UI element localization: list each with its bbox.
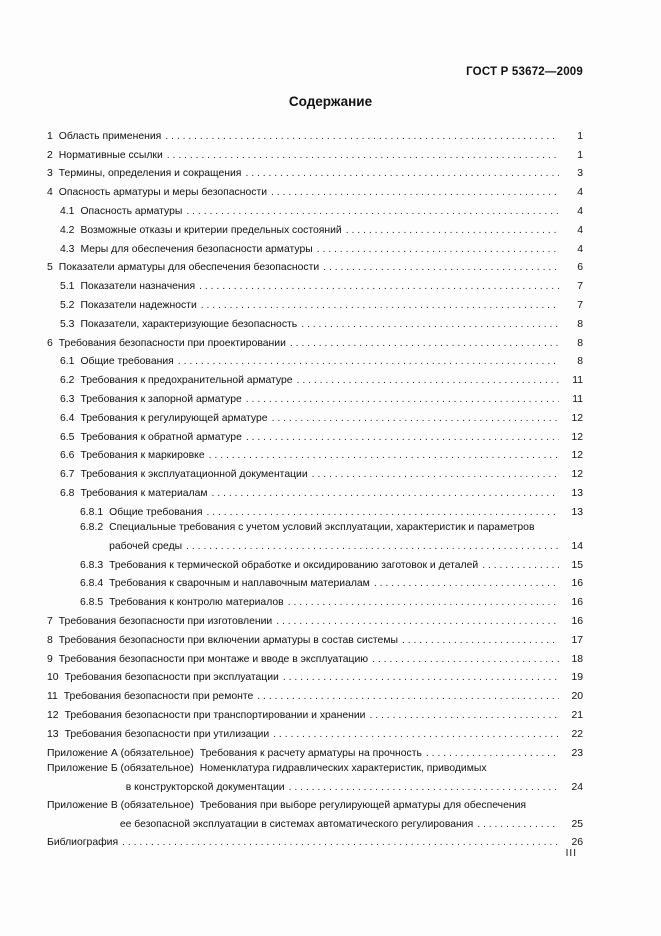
toc-title: Опасность арматуры и меры безопасности [58, 187, 268, 199]
toc-entry-6-4[interactable] [47, 406, 583, 425]
toc-entry-5-3[interactable] [47, 312, 583, 331]
toc-number: 8 [47, 634, 53, 646]
leader-dots [246, 432, 559, 444]
toc-entry-4-2[interactable] [47, 218, 583, 237]
appendix-label: Приложение В (обязательное) [47, 799, 194, 811]
toc-entry-6-8-4[interactable] [47, 572, 583, 591]
toc-title: Общие требования [109, 506, 203, 518]
toc-number: 6.8.2 [80, 521, 104, 533]
leader-dots [209, 450, 559, 462]
toc-page: 26 [571, 837, 583, 849]
toc-number: 4.3 [60, 243, 75, 255]
toc-number: 5.3 [60, 318, 75, 330]
toc-page: 6 [577, 262, 583, 274]
leader-dots [477, 819, 559, 831]
toc-number: 6.8.1 [80, 506, 104, 518]
toc-title: Требования к предохранительной арматуре [80, 375, 293, 387]
toc-page: 13 [571, 506, 583, 518]
toc-page: 7 [577, 299, 583, 311]
toc-number: 13 [47, 728, 59, 740]
toc-page: 12 [571, 450, 583, 462]
toc-number: 3 [47, 168, 53, 180]
toc-title: Требования безопасности при ремонте [63, 691, 254, 703]
toc-page: 16 [571, 597, 583, 609]
toc-number: 2 [47, 149, 53, 161]
toc-entry-5[interactable] [47, 256, 583, 275]
toc-entry-6-8-2[interactable] [47, 519, 583, 553]
leader-dots [199, 281, 559, 293]
toc-title-line2-row [126, 777, 583, 794]
toc-entry-3[interactable] [47, 162, 583, 181]
toc-number: 6.8.3 [80, 559, 104, 571]
leader-dots [290, 338, 559, 350]
toc-number: 12 [47, 709, 59, 721]
leader-dots [297, 375, 559, 387]
leader-dots [402, 635, 559, 647]
toc-page: 21 [571, 709, 583, 721]
appendix-label: Приложение Б (обязательное) [47, 762, 194, 774]
leader-dots [186, 541, 559, 553]
toc-page: 23 [571, 747, 583, 759]
toc-entry-appendix-b[interactable] [47, 760, 583, 794]
leader-dots [301, 319, 559, 331]
toc-title: Требования безопасности при монтаже и вводе в эксплуатацию [58, 653, 369, 665]
toc-entry-5-2[interactable] [47, 293, 583, 312]
toc-title-block [109, 519, 583, 553]
leader-dots [245, 168, 559, 180]
toc-number: 5 [47, 262, 53, 274]
leader-dots [317, 244, 559, 256]
toc-page: 24 [571, 781, 583, 793]
leader-dots [201, 300, 559, 312]
toc-entry-1[interactable] [47, 124, 583, 143]
toc-title: Требования к сварочным и наплавочным материалам [109, 578, 370, 590]
toc-entry-4[interactable] [47, 180, 583, 199]
leader-dots [271, 187, 559, 199]
toc-page: 7 [577, 281, 583, 293]
toc-title: Требования безопасности при утилизации [64, 728, 270, 740]
toc-title: Нормативные ссылки [58, 149, 163, 161]
toc-number: 6 [47, 337, 53, 349]
toc-page: 1 [577, 149, 583, 161]
toc-title: Общие требования [80, 356, 174, 368]
toc-title: Термины, определения и сокращения [58, 168, 242, 180]
page-title: Содержание [288, 94, 373, 109]
toc-number: 10 [47, 672, 59, 684]
leader-dots [186, 206, 559, 218]
toc-title: Показатели надежности [80, 299, 197, 311]
toc-page: 11 [572, 375, 583, 387]
toc-title-line2: ее безопасной эксплуатации в системах автоматического регулирования [119, 818, 474, 830]
toc-number: 6.5 [60, 431, 75, 443]
toc-number: 11 [47, 691, 58, 703]
leader-dots [323, 262, 559, 274]
toc-title: Требования к эксплуатационной документации [80, 469, 308, 481]
toc-number: 4.2 [60, 224, 75, 236]
toc-page: 17 [571, 634, 583, 646]
toc-entry-6-7[interactable] [47, 462, 583, 481]
table-of-contents [47, 124, 583, 849]
leader-dots [312, 469, 559, 481]
document-code: ГОСТ Р 53672—2009 [466, 66, 583, 78]
toc-number: 4.1 [60, 205, 75, 217]
toc-title-line2: в конструкторской документации [125, 781, 285, 793]
toc-page: 16 [571, 615, 583, 627]
toc-page: 19 [571, 672, 583, 684]
toc-title-line1: Специальные требования с учетом условий эксплуатации, характеристик и параметров [109, 521, 535, 533]
leader-dots [374, 578, 559, 590]
toc-title: Требования безопасности при проектировании [58, 337, 286, 349]
toc-page: 13 [571, 487, 583, 499]
toc-page: 16 [571, 578, 583, 590]
toc-number: 6.4 [60, 412, 75, 424]
toc-number: 6.6 [60, 450, 75, 462]
toc-number: 7 [47, 615, 53, 627]
toc-title: Меры для обеспечения безопасности арматуры [80, 243, 313, 255]
leader-dots [276, 616, 559, 628]
toc-number: 1 [47, 130, 53, 142]
leader-dots [257, 691, 559, 703]
toc-entry-6-8-1[interactable] [47, 500, 583, 519]
toc-page: 12 [571, 412, 583, 424]
toc-number: 6.1 [60, 356, 75, 368]
toc-entry-7[interactable] [47, 609, 583, 628]
leader-dots [346, 225, 559, 237]
toc-title: Возможные отказы и критерии предельных состояний [80, 224, 342, 236]
toc-page: 15 [571, 559, 583, 571]
toc-title: Требования безопасности при транспортировании и хранении [64, 709, 366, 721]
toc-entry-4-3[interactable] [47, 237, 583, 256]
toc-page: 25 [571, 818, 583, 830]
toc-entry-12[interactable] [47, 703, 583, 722]
toc-page: 22 [571, 728, 583, 740]
toc-title: Требования к термической обработке и оксидированию заготовок и деталей [109, 559, 479, 571]
toc-entry-11[interactable] [47, 684, 583, 703]
toc-title: Требования к контролю материалов [109, 597, 284, 609]
toc-entry-8[interactable] [47, 628, 583, 647]
toc-number: 6.8.5 [80, 597, 104, 609]
toc-title-line2-row [109, 536, 583, 553]
toc-number: 4 [47, 187, 53, 199]
toc-number: 6.8 [60, 487, 75, 499]
leader-dots [246, 394, 559, 406]
toc-title-line2: рабочей среды [109, 540, 183, 552]
leader-dots [206, 507, 559, 519]
leader-dots [272, 413, 559, 425]
toc-page: 4 [577, 187, 583, 199]
toc-title-line2-row [120, 814, 583, 831]
toc-page: 3 [577, 168, 583, 180]
toc-title: Требования к регулирующей арматуре [80, 412, 268, 424]
toc-number: 6.8.4 [80, 578, 104, 590]
toc-entry-6-8[interactable] [47, 481, 583, 500]
toc-title: Требования к расчету арматуры на прочность [199, 747, 422, 759]
leader-dots [273, 729, 559, 741]
toc-page: 12 [571, 431, 583, 443]
toc-entry-6-1[interactable] [47, 350, 583, 369]
toc-page: 4 [577, 243, 583, 255]
toc-entry-6-6[interactable] [47, 444, 583, 463]
toc-entry-6-2[interactable] [47, 368, 583, 387]
toc-entry-10[interactable] [47, 666, 583, 685]
toc-title: Требования к материалам [80, 487, 208, 499]
toc-number: 5.2 [60, 299, 75, 311]
leader-dots [212, 488, 559, 500]
toc-title: Требования к запорной арматуре [80, 393, 242, 405]
toc-title: Требования к обратной арматуре [80, 431, 242, 443]
leader-dots [178, 356, 559, 368]
toc-title: Требования безопасности при включении арматуры в состав системы [58, 634, 398, 646]
toc-number: 6.2 [60, 375, 75, 387]
toc-title: Требования безопасности при эксплуатации [64, 672, 279, 684]
toc-number: 6.3 [60, 393, 75, 405]
toc-entry-2[interactable] [47, 143, 583, 162]
leader-dots [482, 560, 559, 572]
toc-page: 8 [577, 356, 583, 368]
appendix-label: Приложение А (обязательное) [47, 747, 194, 759]
toc-title: Показатели арматуры для обеспечения безопасности [58, 262, 320, 274]
toc-entry-6-5[interactable] [47, 425, 583, 444]
toc-entry-4-1[interactable] [47, 199, 583, 218]
toc-title: Опасность арматуры [80, 205, 183, 217]
toc-number: 6.7 [60, 469, 75, 481]
toc-page: 1 [577, 130, 583, 142]
leader-dots [426, 748, 559, 760]
toc-page: 12 [571, 469, 583, 481]
toc-title: Показатели назначения [80, 281, 196, 293]
toc-entry-9[interactable] [47, 647, 583, 666]
toc-page: 18 [571, 653, 583, 665]
toc-number: 5.1 [60, 281, 75, 293]
leader-dots [122, 837, 559, 849]
toc-entry-6-3[interactable] [47, 387, 583, 406]
toc-title: Требования к маркировке [80, 450, 205, 462]
toc-entry-appendix-c[interactable] [47, 797, 583, 831]
toc-title: Требования безопасности при изготовлении [58, 615, 273, 627]
leader-dots [372, 654, 559, 666]
sheet-number: III [565, 848, 577, 859]
toc-page: 4 [577, 224, 583, 236]
toc-title-block [125, 760, 583, 794]
leader-dots [165, 131, 559, 143]
toc-title: Библиография [47, 837, 119, 849]
toc-page: 20 [571, 691, 583, 703]
toc-entry-bibliography[interactable] [47, 831, 583, 850]
leader-dots [289, 782, 559, 794]
toc-title-line1: Требования при выборе регулирующей арматуры для обеспечения [199, 799, 527, 811]
toc-entry-5-1[interactable] [47, 274, 583, 293]
toc-entry-6[interactable] [47, 331, 583, 350]
toc-page: 14 [571, 540, 583, 552]
toc-entry-13[interactable] [47, 722, 583, 741]
toc-entry-appendix-a[interactable] [47, 741, 583, 760]
leader-dots [167, 150, 559, 162]
leader-dots [288, 597, 559, 609]
toc-page: 11 [572, 393, 583, 405]
toc-page: 8 [577, 337, 583, 349]
toc-title: Показатели, характеризующие безопасность [80, 318, 298, 330]
leader-dots [369, 710, 559, 722]
toc-page: 4 [577, 205, 583, 217]
toc-entry-6-8-3[interactable] [47, 553, 583, 572]
toc-number: 9 [47, 653, 53, 665]
toc-title-line1: Номенклатура гидравлических характеристик, приводимых [199, 762, 487, 774]
toc-page: 8 [577, 318, 583, 330]
leader-dots [283, 672, 559, 684]
toc-title: Область применения [58, 130, 162, 142]
toc-entry-6-8-5[interactable] [47, 590, 583, 609]
